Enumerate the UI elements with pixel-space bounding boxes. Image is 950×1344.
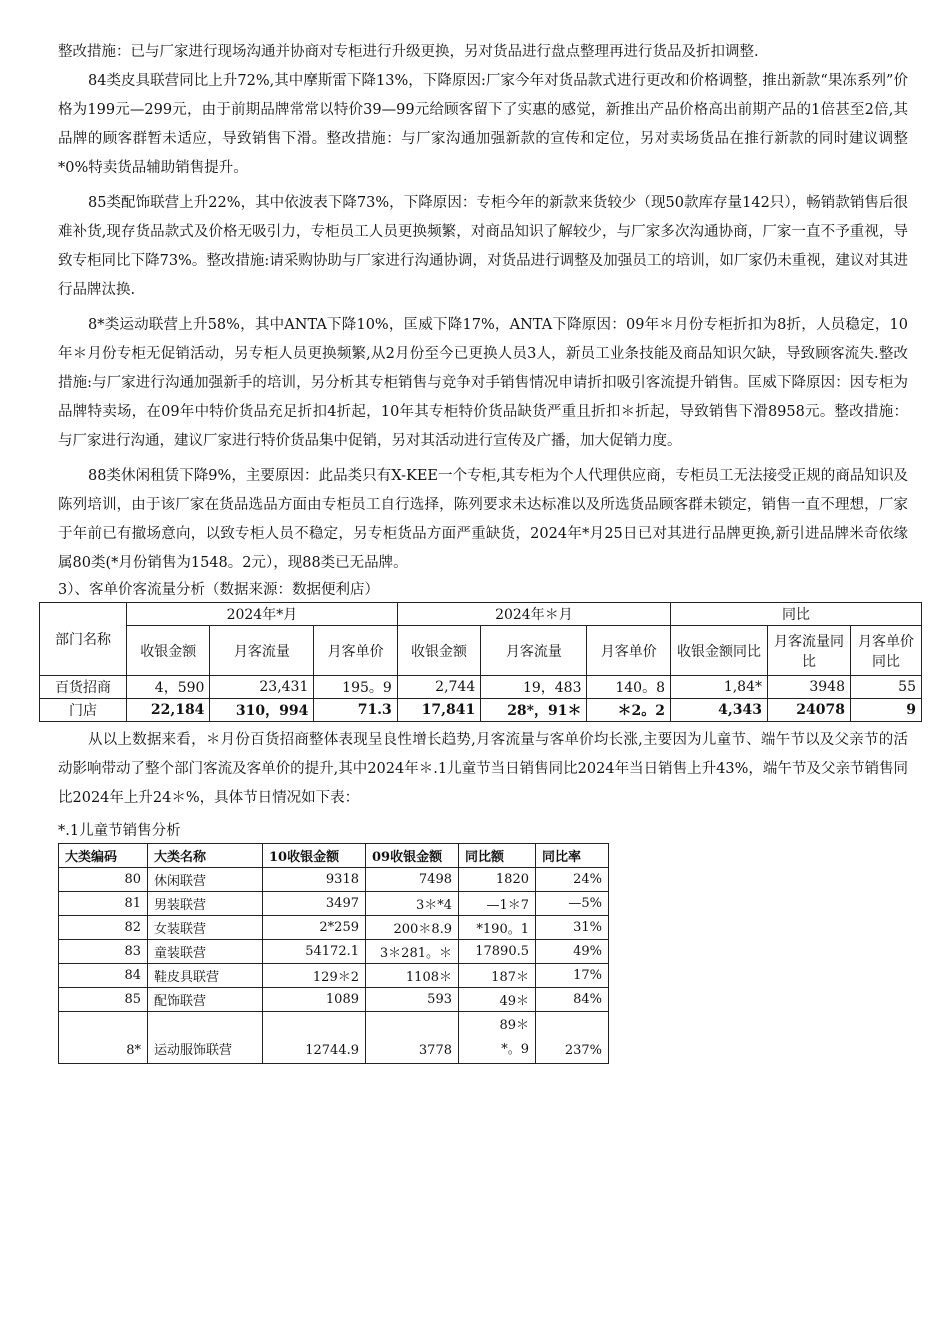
table-cell: 17,841 [397, 699, 480, 722]
sub-header: 月客流量同比 [768, 626, 851, 676]
sub-header: 月客单价同比 [851, 626, 922, 676]
table-cell: 85 [59, 988, 148, 1012]
table-cell: 82 [59, 916, 148, 940]
table-cell: 187＊ [459, 964, 536, 988]
paragraph-88-leisure: 88类休闲租赁下降9%，主要原因：此品类只有X-KEE一个专柜,其专柜为个人代理供应商，专柜员工无法接受正规的商品知识及陈列培训，由于该厂家在货品选品方面由专柜员工自行选择，陈列要求未达标准以及所选货品顾客群未锁定，销售一直不理想，厂家于年前已有撤场意向，以致专柜人员不稳定，另专柜货品方面严重缺货，2024年*月25日已对其进行品牌更换,新引进品牌米奇依缘属80类(*月份销售为1548。2元），现88类已无品牌。 [58, 468, 908, 571]
table-cell: 200＊8.9 [366, 916, 459, 940]
table-cell: 81 [59, 892, 148, 916]
section-title-3: 3）、客单价客流量分析（数据来源：数据便利店） [58, 582, 379, 598]
table-row [59, 964, 609, 988]
table-cell: 310，994 [210, 699, 314, 722]
table-cell: —5% [536, 892, 609, 916]
table-cell: 7498 [366, 868, 459, 892]
dept-name: 门店 [40, 699, 127, 722]
table-row [59, 916, 609, 940]
column-header: 大类编码 [59, 844, 148, 868]
sub-header: 月客流量 [210, 626, 314, 676]
paragraph-8x-sports: 8*类运动联营上升58%，其中ANTA下降10%，匡威下降17%，ANTA下降原因：09年＊月份专柜折扣为8折，人员稳定，10年＊月份专柜无促销活动，另专柜人员更换频繁,从2月份至今已更换人员3人，新员工业条技能及商品知识欠缺，导致顾客流失.整改措施:与厂家进行沟通加强新手的培训，另分析其专柜销售与竞争对手销售情况申请折扣吸引客流提升销售。匡威下降原因：因专柜为品牌特卖场，在09年中特价货品充足折扣4折起，10年其专柜特价货品缺货严重且折扣＊折起，导致销售下滑8958元。整改措施：与厂家进行沟通，建议厂家进行特价货品集中促销，另对其活动进行宣传及广播，加大促销力度。 [58, 317, 908, 449]
table-cell: 28*，91＊ [481, 699, 587, 722]
dept-name: 百货招商 [40, 676, 127, 699]
table-cell: 54172.1 [263, 940, 366, 964]
table-row [59, 892, 609, 916]
column-header: 同比率 [536, 844, 609, 868]
table-cell: 9318 [263, 868, 366, 892]
group-header-1: 2024年*月 [127, 603, 398, 626]
table-cell: 55 [851, 676, 922, 699]
table-cell: 3＊*4 [366, 892, 459, 916]
table-cell: 男装联营 [148, 892, 263, 916]
table-cell: 4,343 [671, 699, 768, 722]
table-cell: 3948 [768, 676, 851, 699]
diff-line-1: 89＊ [499, 1017, 529, 1033]
summary-paragraph: 从以上数据来看，＊月份百货招商整体表现呈良性增长趋势,月客流量与客单价均长涨,主要因为儿童节、端午节以及父亲节的活动影响带动了整个部门客流及客单价的提升,其中2024年＊.1儿童节当日销售同比2024年当日销售上升43%，端午节及父亲节销售同比2024年上升24＊%，具体节日情况如下表： [58, 732, 908, 806]
table-cell: 83 [59, 940, 148, 964]
table-cell: —1＊7 [459, 892, 536, 916]
table-cell: 49＊ [459, 988, 536, 1012]
column-header: 同比额 [459, 844, 536, 868]
table-cell: 1820 [459, 868, 536, 892]
table-cell: *190。1 [459, 916, 536, 940]
sub-header: 收银金额 [127, 626, 210, 676]
table-cell: 84% [536, 988, 609, 1012]
document-page [55, 38, 916, 1064]
table-row [59, 940, 609, 964]
table-cell [459, 1012, 536, 1064]
table-cell: 3＊281。＊ [366, 940, 459, 964]
table-cell: 1108＊ [366, 964, 459, 988]
paragraph-rectification: 整改措施：已与厂家进行现场沟通并协商对专柜进行升级更换，另对货品进行盘点整理再进行货品及折扣调整. [58, 44, 759, 60]
column-header: 10收银金额 [263, 844, 366, 868]
table-cell: 129＊2 [263, 964, 366, 988]
table-cell: 2,744 [397, 676, 480, 699]
table-cell: 31% [536, 916, 609, 940]
sub-header: 收银金额同比 [671, 626, 768, 676]
table-cell: 71.3 [314, 699, 397, 722]
table-cell: 4，590 [127, 676, 210, 699]
table-cell: 17890.5 [459, 940, 536, 964]
column-header: 大类名称 [148, 844, 263, 868]
traffic-table [39, 602, 922, 722]
table-cell: 140。8 [587, 676, 671, 699]
table-row [59, 868, 609, 892]
table-cell: 3778 [366, 1012, 459, 1064]
table-cell: 1,84* [671, 676, 768, 699]
childrens-day-table-title: *.1儿童节销售分析 [58, 823, 181, 839]
group-header-3: 同比 [671, 603, 922, 626]
table-cell: 1089 [263, 988, 366, 1012]
table-cell: 鞋皮具联营 [148, 964, 263, 988]
sub-header: 收银金额 [397, 626, 480, 676]
table-cell: 24% [536, 868, 609, 892]
table-cell: 女装联营 [148, 916, 263, 940]
table-cell: 童装联营 [148, 940, 263, 964]
table-row [40, 676, 922, 699]
table-cell: 593 [366, 988, 459, 1012]
sub-header: 月客单价 [587, 626, 671, 676]
table-row [40, 699, 922, 722]
sub-header: 月客流量 [481, 626, 587, 676]
group-header-2: 2024年＊月 [397, 603, 670, 626]
table-cell: 195。9 [314, 676, 397, 699]
table-cell: 运动服饰联营 [148, 1012, 263, 1064]
paragraph-85-accessories: 85类配饰联营上升22%，其中依波表下降73%，下降原因：专柜今年的新款来货较少（现50款库存量142只），畅销款销售后很难补货,现存货品款式及价格无吸引力，专柜员工人员更换频繁，对商品知识了解较少，与厂家多次沟通协商，厂家一直不予重视，导致专柜同比下降73%。整改措施:请采购协助与厂家进行沟通协调，对货品进行调整及加强员工的培训，如厂家仍未重视，建议对其进行品牌汰换. [58, 195, 908, 298]
table-row [59, 1012, 609, 1064]
table-cell: 19，483 [481, 676, 587, 699]
dept-header: 部门名称 [40, 603, 127, 676]
childrens-day-table [58, 843, 609, 1064]
paragraph-84-leather: 84类皮具联营同比上升72%,其中摩斯雷下降13%，下降原因:厂家今年对货品款式进行更改和价格调整，推出新款“果冻系列”价格为199元—299元，由于前期品牌常常以特价39—99元给顾客留下了实惠的感觉，新推出产品价格高出前期产品的1倍甚至2倍,其品牌的顾客群暂未适应，导致销售下滑。整改措施：与厂家沟通加强新款的宣传和定位，另对卖场货品在推行新款的同时建议调整*0%特卖货品辅助销售提升。 [58, 73, 908, 176]
table-cell: 23,431 [210, 676, 314, 699]
table-cell: 休闲联营 [148, 868, 263, 892]
diff-line-2: *。9 [501, 1041, 529, 1057]
table-row [59, 988, 609, 1012]
table-cell: 84 [59, 964, 148, 988]
table-cell: 24078 [768, 699, 851, 722]
table-cell: 80 [59, 868, 148, 892]
table-cell: 3497 [263, 892, 366, 916]
table-cell: 237% [536, 1012, 609, 1064]
table-cell: 49% [536, 940, 609, 964]
table-cell: 22,184 [127, 699, 210, 722]
sub-header: 月客单价 [314, 626, 397, 676]
table-cell: 8* [59, 1012, 148, 1064]
table-cell: 17% [536, 964, 609, 988]
table-cell: 2*259 [263, 916, 366, 940]
table-cell: ＊2。2 [587, 699, 671, 722]
table-cell: 9 [851, 699, 922, 722]
column-header: 09收银金额 [366, 844, 459, 868]
table-cell: 配饰联营 [148, 988, 263, 1012]
table-cell: 12744.9 [263, 1012, 366, 1064]
